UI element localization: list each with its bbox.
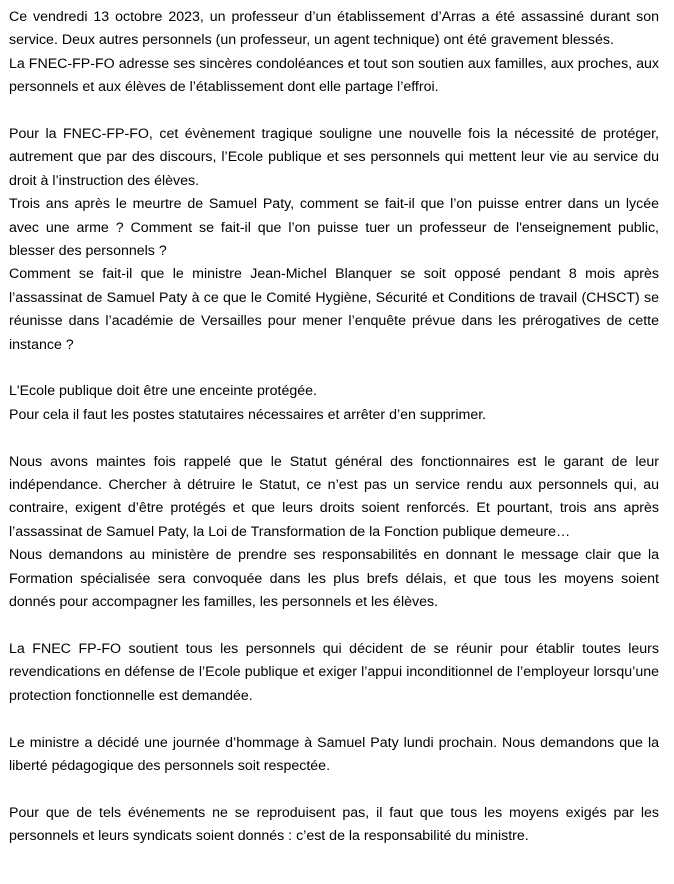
paragraph-block-2	[9, 123, 659, 357]
paragraph: La FNEC-FP-FO adresse ses sincères condoléances et tout son soutien aux familles, aux proches, aux personnels et aux élèves de l’établissement dont elle partage l’effroi.	[9, 55, 659, 96]
paragraph-block-4	[9, 451, 659, 615]
paragraph-block-7	[9, 802, 659, 849]
paragraph: Pour la FNEC-FP-FO, cet évènement tragique souligne une nouvelle fois la nécessité de protéger, autrement que par des discours, l’Ecole publique et ses personnels qui mettent leur vie au service du droit à l’instruction des élèves.	[9, 126, 659, 189]
paragraph: La FNEC FP-FO soutient tous les personnels qui décident de se réunir pour établir toutes leurs revendications en défense de l’Ecole publique et exiger l’appui inconditionnel de l’employeur lorsqu’une protection fonctionnelle est demandée.	[9, 640, 659, 704]
paragraph: Comment se fait-il que le ministre Jean-Michel Blanquer se soit opposé pendant 8 mois après l’assassinat de Samuel Paty à ce que le Comité Hygiène, Sécurité et Conditions de travail (CHSCT) se réunisse dans l’académie de Versailles pour mener l’enquête prévue dans les prérogatives de cette instance ?	[9, 266, 659, 353]
paragraph: Pour cela il faut les postes statutaires nécessaires et arrêter d’en supprimer.	[9, 406, 487, 423]
paragraph-block-3	[9, 380, 659, 427]
paragraph-spacer	[9, 708, 659, 731]
paragraph: Pour que de tels événements ne se reproduisent pas, il faut que tous les moyens exigés par les personnels et leurs syndicats soient donnés : c’est de la responsabilité du ministre.	[9, 804, 659, 845]
paragraph-block-6	[9, 732, 659, 779]
paragraph-block-1	[9, 6, 659, 100]
paragraph: Nous avons maintes fois rappelé que le Statut général des fonctionnaires est le garant de leur indépendance. Chercher à détruire le Statut, ce n’est pas un service rendu aux personnels qui, au contraire, exigent d’être protégés et que leurs droits soient renforcés. Et pourtant, trois ans après l’assassinat de Samuel Paty, la Loi de Transformation de la Fonction publique demeure…	[9, 453, 659, 540]
paragraph: Nous demandons au ministère de prendre ses responsabilités en donnant le message clair que la Formation spécialisée sera convoquée dans les plus brefs délais, et que tous les moyens soient donnés pour accompagner les familles, les personnels et les élèves.	[9, 547, 659, 611]
paragraph-spacer	[9, 615, 659, 638]
paragraph: Le ministre a décidé une journée d’hommage à Samuel Paty lundi prochain. Nous demandons que la liberté pédagogique des personnels soit respectée.	[9, 734, 659, 774]
paragraph-block-5	[9, 638, 659, 708]
paragraph: L'Ecole publique doit être une enceinte protégée.	[9, 383, 317, 400]
paragraph-spacer	[9, 357, 659, 380]
paragraph-spacer	[9, 100, 659, 123]
paragraph: Ce vendredi 13 octobre 2023, un professeur d’un établissement d’Arras a été assassiné durant son service. Deux autres personnels (un professeur, un agent technique) ont été gravement blessés.	[9, 9, 659, 49]
paragraph: Trois ans après le meurtre de Samuel Paty, comment se fait-il que l’on puisse entrer dans un lycée avec une arme ? Comment se fait-il que l’on puisse tuer un professeur de l'enseignement public, blesser des personnels ?	[9, 196, 659, 260]
paragraph-spacer	[9, 427, 659, 450]
paragraph-spacer	[9, 778, 659, 801]
